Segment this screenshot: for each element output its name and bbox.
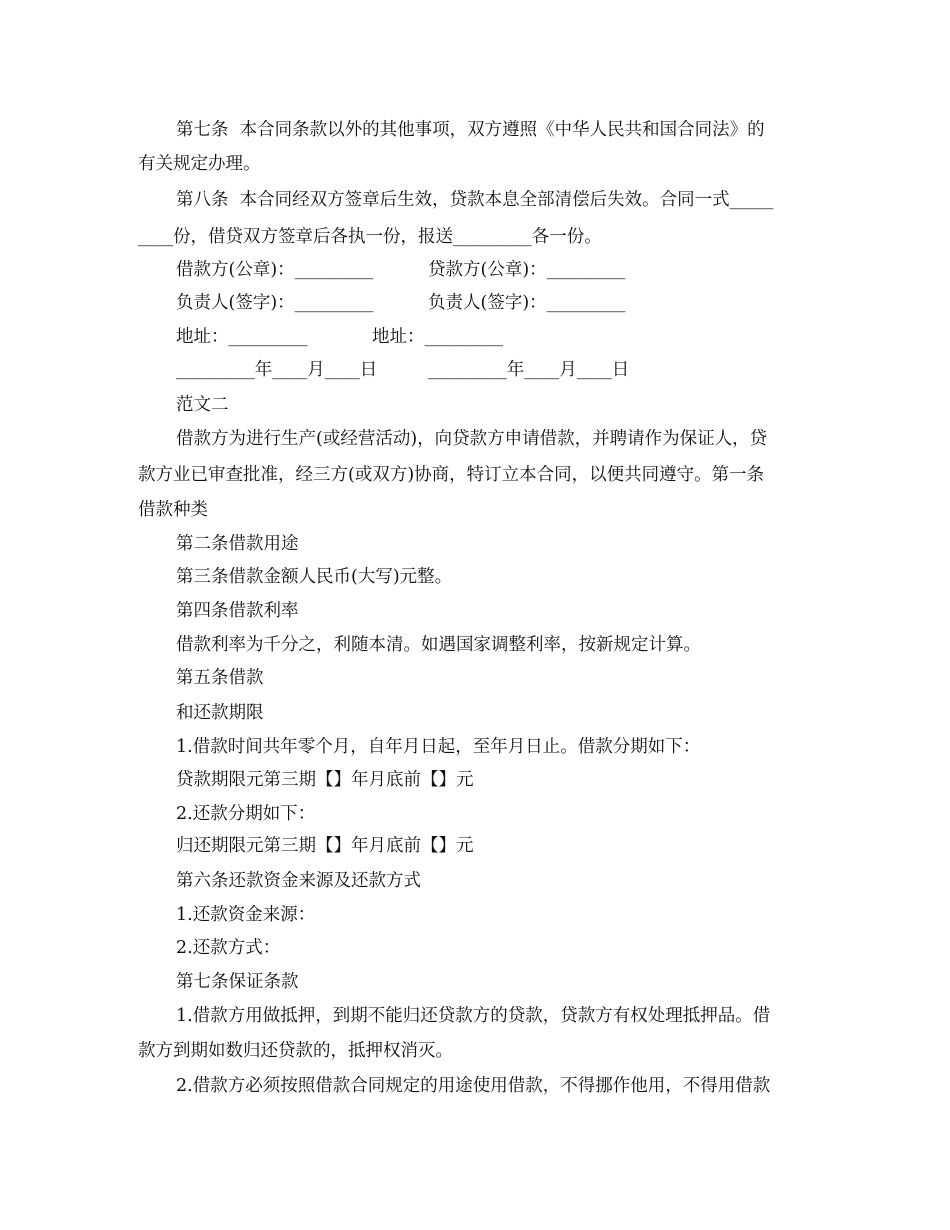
clause-line: 第四条借款利率: [176, 601, 299, 621]
borrower-seal: 借款方(公章)：_________: [176, 260, 374, 280]
clause-line: 2.还款方式：: [176, 938, 281, 958]
article-8-line-1: 第八条 本合同经双方签章后生效，贷款本息全部清偿后失效。合同一式_____: [176, 190, 774, 210]
lender-date: _________年____月____日: [428, 360, 630, 380]
lender-address: 地址：_________: [372, 327, 504, 347]
clause-line: 借款利率为千分之，利随本清。如遇国家调整利率，按新规定计算。: [176, 635, 701, 655]
lender-signature: 负责人(签字)：_________: [428, 293, 626, 313]
clause-line: 1.借款时间共年零个月，自年月日起，至年月日止。借款分期如下：: [176, 737, 701, 757]
article-8-line-2: ____份，借贷双方签章后各执一份，报送_________各一份。: [138, 227, 602, 247]
clause-line: 和还款期限: [176, 703, 264, 723]
guarantee-1-line-2: 款方到期如数归还贷款的，抵押权消灭。: [138, 1041, 453, 1061]
intro-line-2: 款方业已审查批准，经三方(或双方)协商，特订立本合同，以便共同遵守。第一条: [138, 465, 765, 485]
intro-line-3: 借款种类: [138, 500, 208, 520]
clause-line: 第二条借款用途: [176, 534, 299, 554]
article-7-line-2: 有关规定办理。: [138, 154, 261, 174]
guarantee-2-line-1: 2.借款方必须按照借款合同规定的用途使用借款，不得挪作他用，不得用借款: [176, 1076, 771, 1096]
borrower-signature: 负责人(签字)：_________: [176, 293, 374, 313]
clause-line: 第五条借款: [176, 668, 264, 688]
lender-seal: 贷款方(公章)：_________: [428, 260, 626, 280]
borrower-address: 地址：_________: [176, 327, 308, 347]
clause-line: 2.还款分期如下：: [176, 804, 316, 824]
clause-line: 第七条保证条款: [176, 972, 299, 992]
clause-line: 1.还款资金来源：: [176, 905, 316, 925]
clause-line: 归还期限元第三期【】年月底前【】元: [176, 836, 474, 856]
clause-line: 贷款期限元第三期【】年月底前【】元: [176, 770, 474, 790]
clause-line: 第六条还款资金来源及还款方式: [176, 871, 421, 891]
intro-line-1: 借款方为进行生产(或经营活动)，向贷款方申请借款，并聘请作为保证人，贷: [176, 429, 768, 449]
article-7-line-1: 第七条 本合同条款以外的其他事项，双方遵照《中华人民共和国合同法》的: [176, 120, 765, 140]
borrower-date: _________年____月____日: [176, 360, 378, 380]
sample-heading: 范文二: [176, 395, 229, 415]
guarantee-1-line-1: 1.借款方用做抵押，到期不能归还贷款方的贷款，贷款方有权处理抵押品。借: [176, 1006, 771, 1026]
clause-line: 第三条借款金额人民币(大写)元整。: [176, 567, 453, 587]
